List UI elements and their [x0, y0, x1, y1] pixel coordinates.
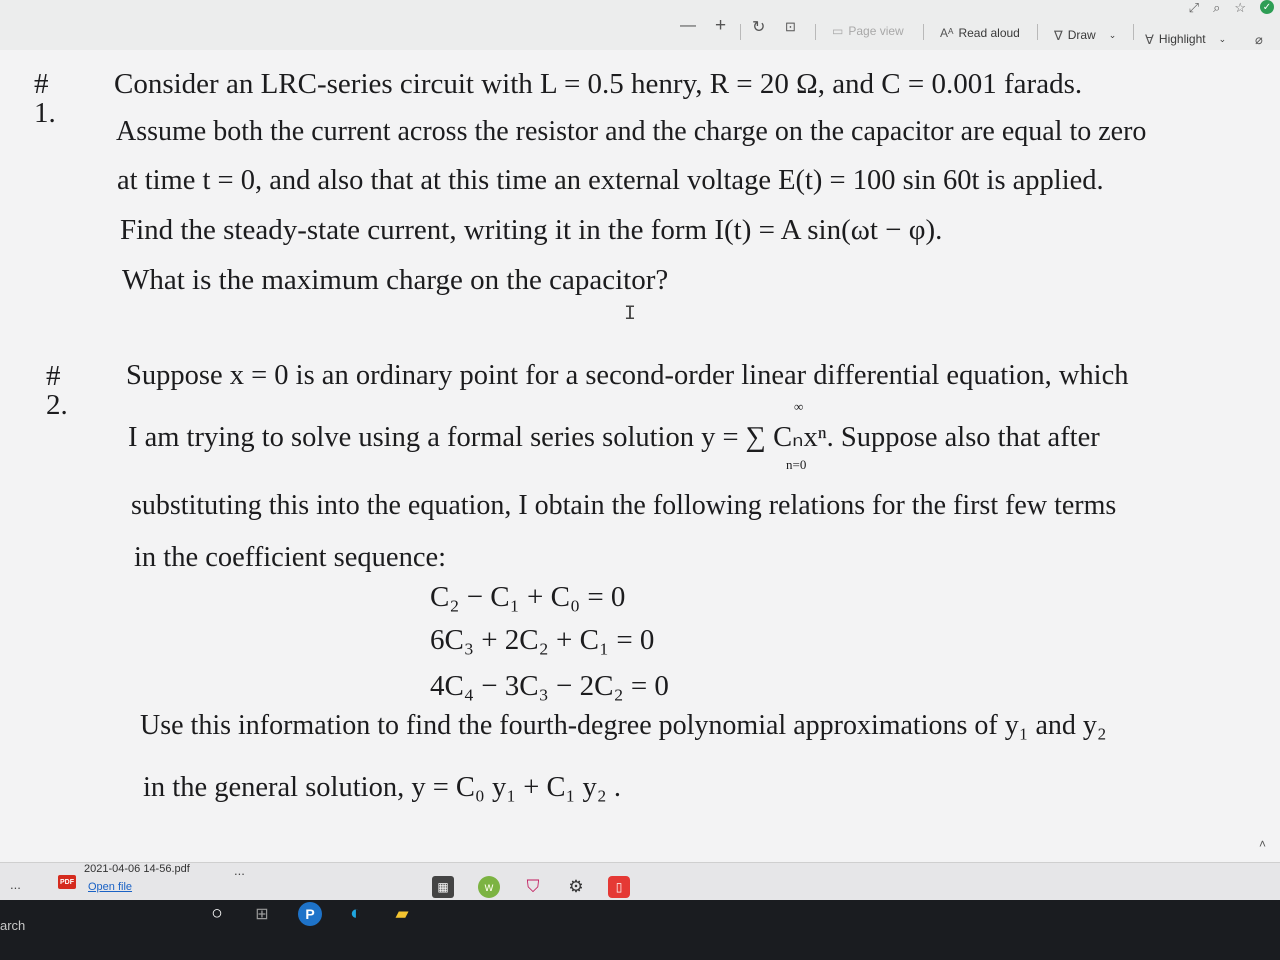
problem-number: # 2. — [46, 360, 68, 421]
page-view-icon: ▭ — [832, 24, 844, 38]
fit-page-icon: ⊡ — [785, 19, 796, 34]
task-view-icon[interactable]: ⊞ — [255, 906, 269, 923]
check-icon[interactable]: ✓ — [1260, 0, 1274, 14]
problem-line: in the general solution, y = C₀ y₁ + C₁ y₂ . — [143, 772, 621, 803]
problem-line: I am trying to solve using a formal series solution y = ∑ Cₙxⁿ. Suppose also that after — [128, 422, 1100, 453]
rotate-button[interactable] — [752, 20, 765, 36]
sum-upper-limit: ∞ — [794, 399, 804, 414]
text-cursor-icon: I — [624, 303, 637, 326]
chevron-down-icon: ⌄ — [1218, 33, 1227, 44]
coefficient-equation: C₂ − C₁ + C₀ = 0 — [430, 581, 626, 613]
pdf-toolbar — [0, 0, 1280, 50]
highlight-label: Highlight — [1158, 32, 1206, 46]
read-aloud-icon: Aᴬ — [940, 26, 954, 40]
download-options-icon[interactable]: ... — [234, 863, 245, 878]
coefficient-equation: 6C₃ + 2C₂ + C₁ = 0 — [430, 624, 655, 656]
problem-line: Consider an LRC-series circuit with L = 0.5 henry, R = 20 Ω, and C = 0.001 farads. — [114, 68, 1083, 100]
shield-icon[interactable]: ⛉ — [526, 877, 540, 896]
download-filename[interactable]: 2021-04-06 14-56.pdf — [84, 863, 190, 875]
pdf-file-icon: PDF — [58, 875, 76, 889]
problem-line: substituting this into the equation, I obtain the following relations for the first few terms — [131, 490, 1117, 521]
rotate-icon: ↻ — [752, 19, 766, 36]
pinterest-icon[interactable]: P — [298, 902, 322, 926]
sum-lower-limit: n=0 — [786, 457, 807, 472]
expand-icon[interactable]: ⤢ — [1188, 0, 1200, 15]
folder-icon[interactable]: ▰ — [395, 904, 409, 923]
download-shelf — [0, 837, 1280, 900]
read-aloud-label: Read aloud — [958, 26, 1020, 40]
favorites-icon[interactable]: ☆ — [1234, 0, 1246, 15]
erase-button[interactable] — [1255, 33, 1263, 46]
highlight-button[interactable] — [1145, 32, 1226, 46]
page-view-button[interactable] — [832, 24, 904, 38]
plus-icon: + — [715, 15, 727, 36]
draw-button[interactable] — [1054, 28, 1116, 42]
zoom-icon[interactable]: ⌕ — [1213, 0, 1221, 15]
problem-number: # 1. — [34, 68, 56, 129]
search-box[interactable]: arch — [0, 918, 26, 933]
problem-line: Use this information to find the fourth-degree polynomial approximations of y₁ and y₂ — [140, 710, 1107, 741]
draw-icon: ∇ — [1054, 27, 1063, 43]
window-corner-icons — [1189, 0, 1274, 16]
highlight-icon: ∀ — [1145, 31, 1154, 47]
problem-line: in the coefficient sequence: — [134, 542, 447, 573]
chevron-up-icon[interactable]: ˄ — [1258, 837, 1266, 851]
draw-label: Draw — [1067, 28, 1096, 42]
read-aloud-button[interactable] — [940, 26, 1020, 40]
open-file-link[interactable]: Open file — [88, 881, 133, 893]
problem-line: Suppose x = 0 is an ordinary point for a second-order linear differential equation, which — [126, 360, 1129, 391]
webex-icon[interactable]: w — [478, 876, 500, 898]
fit-page-button[interactable] — [785, 20, 796, 33]
coefficient-equation: 4C₄ − 3C₃ − 2C₂ = 0 — [430, 670, 669, 702]
eraser-icon: ⌀ — [1255, 32, 1263, 47]
zoom-out-button[interactable] — [680, 18, 696, 34]
page-view-label: Page view — [848, 24, 904, 38]
zoom-in-button[interactable] — [715, 16, 726, 35]
gear-icon[interactable]: ⚙ — [568, 877, 584, 896]
problem-line: at time t = 0, and also that at this time an external voltage E(t) = 100 sin 60t is applied. — [117, 165, 1104, 196]
pdf-page — [0, 50, 1280, 862]
minus-icon: — — [680, 17, 696, 34]
more-icon[interactable]: ... — [10, 877, 21, 892]
store-icon[interactable]: ▦ — [432, 876, 454, 898]
problem-line: What is the maximum charge on the capacitor? — [122, 264, 669, 296]
problem-line: Assume both the current across the resistor and the charge on the capacitor are equal to zero — [116, 116, 1147, 147]
chevron-down-icon: ⌄ — [1108, 29, 1117, 40]
cortana-icon[interactable]: ○ — [211, 903, 223, 924]
problem-line: Find the steady-state current, writing it in the form I(t) = A sin(ωt − φ). — [120, 214, 943, 246]
office-icon[interactable]: ▯ — [608, 876, 630, 898]
edge-icon[interactable]: ◐ — [350, 903, 362, 924]
